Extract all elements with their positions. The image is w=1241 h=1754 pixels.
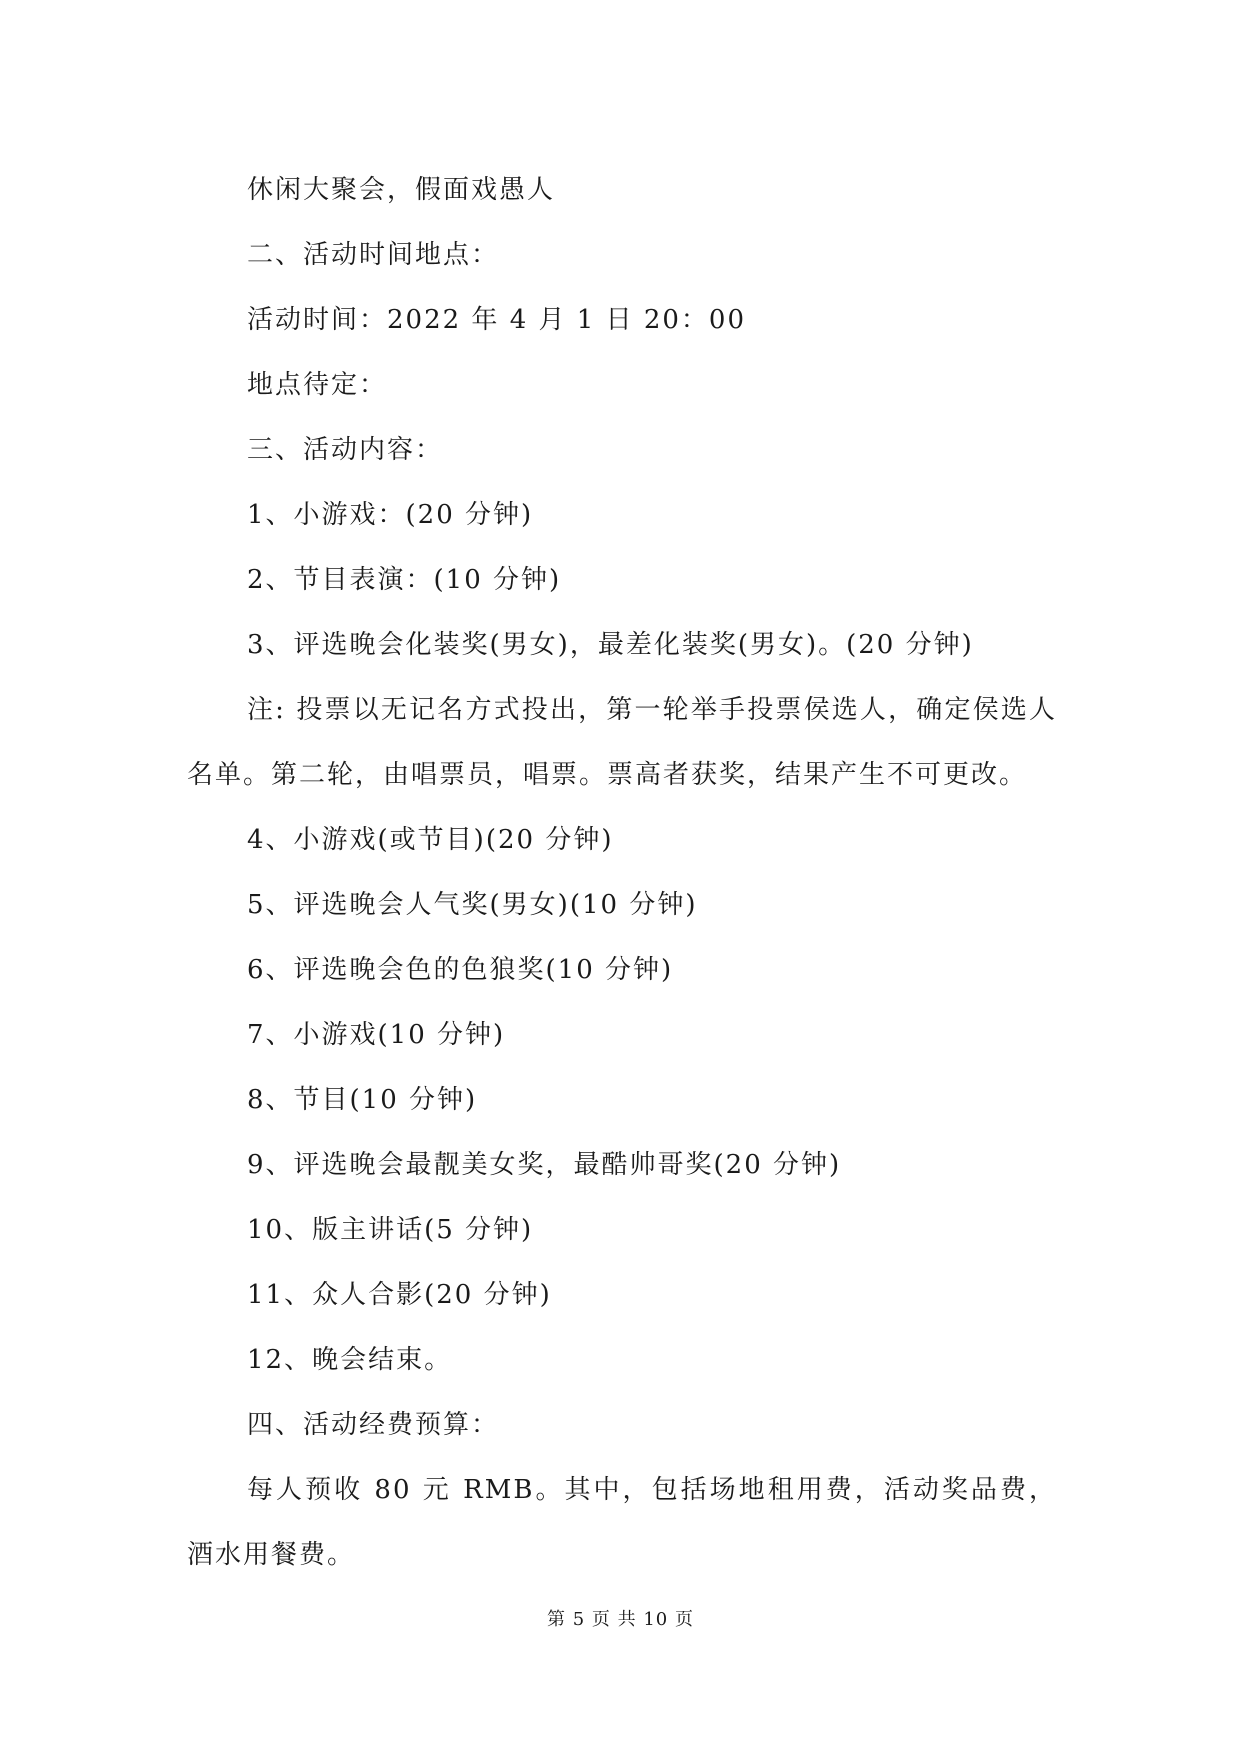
budget-paragraph: 每人预收 80 元 RMB。其中，包括场地租用费，活动奖品费，酒水用餐费。 bbox=[187, 1475, 1057, 1570]
agenda-item-10: 10、版主讲话(5 分钟) bbox=[247, 1215, 534, 1245]
section-heading-time-place: 二、活动时间地点： bbox=[247, 240, 500, 270]
voting-note-paragraph: 注: 投票以无记名方式投出，第一轮举手投票侯选人，确定侯选人名单。第二轮，由唱票员，唱票。票高者获奖，结果产生不可更改。 bbox=[187, 695, 1057, 790]
agenda-item-6: 6、评选晚会色的色狼奖(10 分钟) bbox=[247, 955, 674, 985]
agenda-item-4: 4、小游戏(或节目)(20 分钟) bbox=[247, 825, 614, 855]
document-body bbox=[187, 158, 1057, 1588]
agenda-item-7: 7、小游戏(10 分钟) bbox=[247, 1020, 506, 1050]
event-time-line: 活动时间：2022 年 4 月 1 日 20：00 bbox=[247, 305, 747, 335]
agenda-item-5: 5、评选晚会人气奖(男女)(10 分钟) bbox=[247, 890, 698, 920]
agenda-item-8: 8、节目(10 分钟) bbox=[247, 1085, 478, 1115]
agenda-item-12: 12、晚会结束。 bbox=[247, 1345, 453, 1375]
event-theme-line: 休闲大聚会，假面戏愚人 bbox=[247, 175, 556, 205]
agenda-item-1: 1、小游戏：(20 分钟) bbox=[247, 500, 534, 530]
agenda-item-2: 2、节目表演：(10 分钟) bbox=[247, 565, 562, 595]
section-heading-content: 三、活动内容： bbox=[247, 435, 444, 465]
event-place-line: 地点待定： bbox=[247, 370, 388, 400]
agenda-item-9: 9、评选晚会最靓美女奖，最酷帅哥奖(20 分钟) bbox=[247, 1150, 842, 1180]
agenda-item-11: 11、众人合影(20 分钟) bbox=[247, 1280, 552, 1310]
page-number-footer: 第 5 页 共 10 页 bbox=[547, 1609, 694, 1630]
section-heading-budget: 四、活动经费预算： bbox=[247, 1410, 500, 1440]
agenda-item-3: 3、评选晚会化装奖(男女)，最差化装奖(男女)。(20 分钟) bbox=[247, 630, 974, 660]
